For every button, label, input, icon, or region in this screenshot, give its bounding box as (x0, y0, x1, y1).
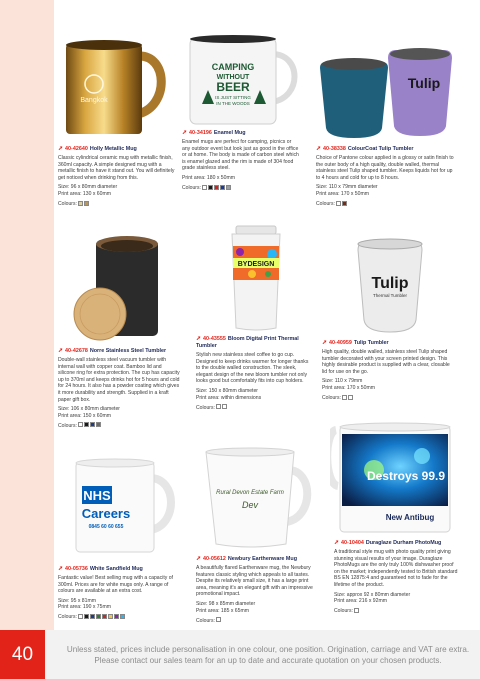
product-code: 40-38338 (323, 146, 346, 152)
colour-swatch (226, 185, 231, 190)
colour-swatch (78, 201, 83, 206)
tulip-tumbler-image (352, 236, 428, 336)
colour-swatch (78, 614, 83, 619)
colour-swatch (90, 614, 95, 619)
link-arrow-icon: ➚ (316, 146, 322, 152)
product-tulip-tumbler (322, 340, 456, 402)
product-code: 40-42678 (65, 348, 88, 354)
product-size: Size: 96 x 80mm diameter (58, 184, 118, 191)
product-title (322, 340, 456, 347)
colour-swatch (102, 614, 107, 619)
product-title (182, 130, 300, 137)
link-arrow-icon: ➚ (58, 348, 64, 354)
colour-swatch (354, 608, 359, 613)
product-name: Enamel Mug (213, 130, 246, 136)
newbury-print-1: Rural Devon Estate Farm (216, 490, 284, 496)
pricing-disclaimer (62, 645, 474, 666)
product-description: Fantastic value! Best selling mug with a capacity of 300ml. Prices are for white mugs only. A range of colours are available at an extra cost. (58, 575, 173, 595)
product-bloom-tumbler (196, 336, 314, 412)
colours-label: Colours: (334, 608, 353, 615)
product-size: Size: 98 x 85mm diameter (196, 600, 256, 607)
colour-swatch (216, 617, 221, 622)
product-title (58, 146, 176, 153)
colour-swatch (108, 614, 113, 619)
colour-swatch (96, 422, 101, 427)
sandfield-mug-image (70, 456, 180, 556)
product-enamel-mug (182, 130, 300, 192)
product-print-area: Print area: 216 x 92mm (334, 598, 387, 605)
colour-swatch (78, 422, 83, 427)
product-description: A beautifully flared Earthenware mug, the Newbury features classic styling which appeals to all tastes. Despite its relatively small size, it has a large print area, meaning it's an elegant gift with an impressive promotional impact. (196, 565, 313, 598)
tulip-print-text: Tulip (371, 275, 409, 292)
link-arrow-icon: ➚ (58, 146, 64, 152)
product-name: Bloom Digital Print Thermal Tumbler (196, 336, 299, 349)
colourcoat-tulip-print: Tulip (407, 75, 441, 91)
colour-options (58, 422, 180, 430)
product-print-area: Print area: 130 x 60mm (58, 190, 111, 197)
colour-swatch (90, 422, 95, 427)
enamel-text-3: BEER (216, 80, 250, 94)
colour-options (322, 395, 456, 403)
product-name: Norre Stainless Steel Tumbler (89, 348, 167, 354)
newbury-mug-image (202, 444, 314, 552)
colour-swatch (348, 395, 353, 400)
product-code: 40-05736 (65, 566, 88, 572)
product-code: 40-34196 (189, 130, 212, 136)
enamel-text-1: CAMPING (211, 62, 255, 72)
enamel-text-2: WITHOUT (216, 74, 250, 81)
holly-mug-print-text: Bangkok (80, 97, 108, 104)
product-title (196, 336, 314, 350)
product-title (58, 566, 184, 573)
enamel-text-4: IS JUST SITTING (215, 95, 251, 100)
holly-metallic-mug-image (58, 36, 176, 138)
product-size: Size: 106 x 80mm diameter (58, 406, 121, 413)
link-arrow-icon: ➚ (322, 340, 328, 346)
product-name: Newbury Earthenware Mug (227, 556, 298, 562)
product-size: Print area: 180 x 50mm (182, 174, 235, 181)
product-print-area: Print area: 170 x 50mm (322, 384, 375, 391)
norre-tumbler-image (72, 236, 166, 344)
colour-swatch (114, 614, 119, 619)
side-accent-strip (0, 0, 54, 630)
disclaimer-line-2: Please contact our sales team for an up to date and accurate quotation on your chosen products. (94, 655, 442, 665)
link-arrow-icon: ➚ (196, 556, 202, 562)
product-colourcoat-tulip-tumbler (316, 146, 456, 208)
colours-label: Colours: (196, 617, 215, 624)
colours-label: Colours: (58, 614, 77, 621)
bloom-print-text: BYDESIGN (237, 261, 275, 268)
product-size: Size: approx 92 x 80mm diameter (334, 591, 411, 598)
disclaimer-line-1: Unless stated, prices include personalisation in one colour, one position. Origination, carriage and VAT are extra. (66, 645, 470, 654)
colour-swatch (336, 201, 341, 206)
colour-swatch (96, 614, 101, 619)
product-code: 40-05612 (203, 556, 226, 562)
product-description: Enamel mugs are perfect for camping, picnics or any outdoor event but look just as good in the office or at home. The body is made of carbon steel which is enamel glazed and the rim is made of 304 food grade stainless steel. (182, 139, 299, 172)
product-size: Size: 150 x 80mm diameter (196, 387, 259, 394)
colour-options (196, 617, 318, 625)
product-title (334, 540, 458, 547)
product-code: 40-40959 (329, 340, 352, 346)
colour-swatch (208, 185, 213, 190)
colour-swatch (214, 185, 219, 190)
colour-swatch (220, 185, 225, 190)
product-name: ColourCoat Tulip Tumbler (347, 146, 414, 152)
colour-swatch (216, 404, 221, 409)
colour-swatch (342, 201, 347, 206)
product-title (58, 348, 180, 355)
product-sandfield-mug (58, 566, 184, 622)
colour-options (58, 614, 184, 622)
colour-swatch (202, 185, 207, 190)
product-code: 40-42640 (65, 146, 88, 152)
link-arrow-icon: ➚ (182, 130, 188, 136)
product-print-area: Print area: 150 x 60mm (58, 412, 111, 419)
product-description: Choice of Pantone colour applied in a glossy or satin finish to the outer body of a high quality, double walled, thermal stainless steel Tulip shaped tumbler. Keeps liquids hot for up to 4 hours and cold for up to 8 hours. (316, 155, 454, 181)
colour-options (316, 201, 456, 209)
newbury-print-2: Dev (241, 500, 259, 510)
colour-options (182, 185, 300, 193)
sandfield-print-3: 0845 60 60 655 (88, 524, 124, 530)
sandfield-print-1: NHS (83, 488, 111, 503)
product-size: Size: 110 x 79mm diameter (316, 184, 378, 191)
product-print-area: Print area: 185 x 65mm (196, 607, 249, 614)
colours-label: Colours: (182, 185, 201, 192)
product-description: Classic cylindrical ceramic mug with metallic finish, 360ml capacity. A simple designed mug with a metallic finish to have it stand out. You will definitely get noticed when drinking from this. (58, 155, 175, 181)
colour-options (58, 201, 176, 209)
colour-swatch (84, 422, 89, 427)
product-duraglaze-photomug (334, 540, 458, 615)
product-size: Size: 110 x 79mm (322, 378, 363, 385)
colourcoat-tulip-image (316, 44, 456, 144)
photomug-print-2: New Antibug (385, 513, 435, 522)
product-print-area: Print area: 170 x 50mm (316, 190, 369, 197)
colours-label: Colours: (322, 395, 341, 402)
product-print-area: Print area: within dimensions (196, 394, 262, 401)
link-arrow-icon: ➚ (196, 336, 202, 342)
product-name: Tulip Tumbler (353, 340, 389, 346)
colour-swatch (84, 614, 89, 619)
product-name: White Sandfield Mug (89, 566, 143, 572)
product-title (316, 146, 456, 153)
product-holly-metallic-mug (58, 146, 176, 208)
product-norre-tumbler (58, 348, 180, 430)
product-code: 40-43555 (203, 336, 226, 342)
colours-label: Colours: (196, 404, 215, 411)
product-code: 40-10404 (341, 540, 364, 546)
enamel-text-5: IN THE WOODS (216, 101, 250, 106)
product-description: Stylish new stainless steel coffee to go cup. Designed to keep drinks warmer for longer thanks to the double walled construction. The sleek, elegant design of the new bloom tumbler not only looks good but comfortably fits into cup holders. (196, 352, 309, 385)
colours-label: Colours: (316, 201, 335, 208)
product-size: Size: 95 x 81mm (58, 597, 96, 604)
page-footer (0, 630, 480, 679)
enamel-mug-image (182, 32, 302, 128)
bloom-tumbler-image (222, 224, 290, 332)
colour-options (196, 404, 314, 412)
product-newbury-mug (196, 556, 318, 625)
colour-swatch (342, 395, 347, 400)
link-arrow-icon: ➚ (334, 540, 340, 546)
product-description: Double-wall stainless steel vacuum tumbler with internal wall with copper coat. Bamboo lid and silicone ring for extra protection. The cup has capacity up to 370ml and keeps drinks hot for 5 hours and cold for 24 hours. It also has a powder coating which gives it more durability and strength. Supplied in a kraft paper gift box. (58, 357, 180, 403)
colour-options (334, 608, 458, 616)
colours-label: Colours: (58, 422, 77, 429)
product-print-area: Print area: 190 x 75mm (58, 604, 111, 611)
product-description: High quality, double walled, stainless steel Tulip shaped tumbler decorated with your screen printed design. This highly desirable product is supplied with a clear, closable lid for use on the go. (322, 349, 450, 375)
tulip-print-subtext: Thermal Tumbler (372, 293, 408, 298)
photomug-print-1: Destroys 99.9 (366, 469, 446, 483)
photomug-image (330, 420, 456, 538)
link-arrow-icon: ➚ (58, 566, 64, 572)
product-title (196, 556, 318, 563)
colour-swatch (222, 404, 227, 409)
product-name: Holly Metallic Mug (89, 146, 137, 152)
page-number: 40 (0, 630, 45, 679)
colour-swatch (120, 614, 125, 619)
colours-label: Colours: (58, 201, 77, 208)
sandfield-print-2: Careers (81, 506, 131, 521)
colour-swatch (84, 201, 89, 206)
product-description: A traditional style mug with photo quality print giving stunning visual results of your image. Duraglaze PhotoMugs are the only truly 100% dishwasher proof on the market; independently tested to British standard BS EN 12875:4 and guaranteed not to fade for the lifetime of the product. (334, 549, 458, 588)
product-name: Duraglaze Durham PhotoMug (365, 540, 442, 546)
